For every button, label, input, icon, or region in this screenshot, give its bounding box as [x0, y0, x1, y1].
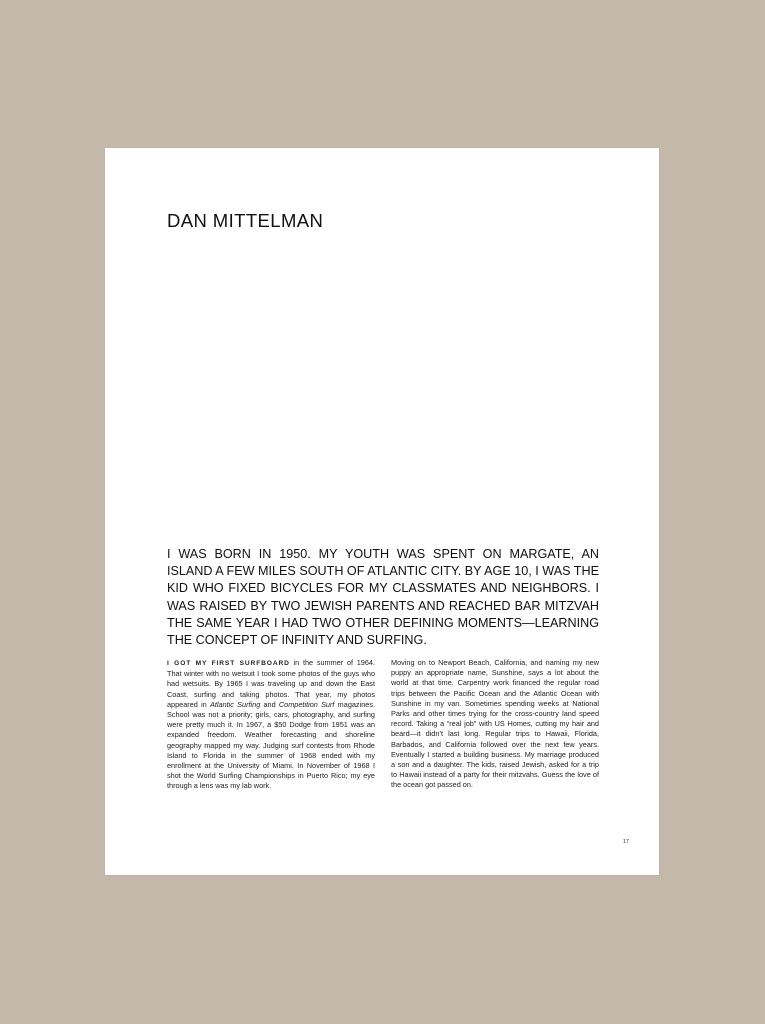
body-columns: [167, 658, 599, 808]
body-text: magazines. School was not a priority; girls, cars, photography, and surfing were pretty much it. In 1967, a $50 Dodge from 1951 was an expanded freedom. Weather forecasting and shoreline geography mapped my way. Judging surf contests from Rhode Island to Florida in the summer of 1968 ended with my enrollment at the University of Miami. In November of 1968 I shot the World Surfing Championships in Puerto Rico; my eye through a lens was my lab work.: [167, 699, 375, 791]
intro-paragraph: I WAS BORN IN 1950. MY YOUTH WAS SPENT ON MARGATE, AN ISLAND A FEW MILES SOUTH OF ATLANTIC CITY. BY AGE 10, I WAS THE KID WHO FIXED BICYCLES FOR MY CLASSMATES AND NEIGHBORS. I WAS RAISED BY TWO JEWISH PARENTS AND REACHED BAR MITZVAH THE SAME YEAR I HAD TWO OTHER DEFINING MOMENTS—LEARNING THE CONCEPT OF INFINITY AND SURFING.: [167, 547, 599, 648]
body-text: and: [260, 699, 279, 709]
body-column-right: Moving on to Newport Beach, California, and naming my new puppy an appropriate name, Sunshine, says a lot about the world at that time. Carpentry work financed the regular road trips between the Pacific Ocean and the Atlantic Ocean with Sunshine in my van. Sometimes spending weeks at National Parks and other times trying for the cross-country land speed record. Taking a “real job” with US Homes, cutting my hair and beard—it didn’t last long. Regular trips to Hawaii, Florida, Barbados, and California followed over the next few years. Eventually I started a building business. My marriage produced a son and a daughter. The kids, raised Jewish, asked for a trip to Hawaii instead of a party for their mitzvahs. Guess the love of the ocean got passed on.: [391, 658, 599, 790]
magazine-title: Atlantic Surfing: [209, 699, 261, 709]
article-title: DAN MITTELMAN: [167, 210, 324, 231]
body-text: in the summer of 1964. That winter with no wetsuit I took some photos of the guys who had wetsuits. By 1965 I was traveling up and down the East Coast, surfing and taking photos. That year, my photos appeared in: [167, 658, 375, 709]
document-page: [105, 148, 659, 875]
lead-in-text: I GOT MY FIRST SURFBOARD: [167, 660, 290, 667]
body-column-left: [167, 658, 375, 792]
magazine-title: Competition Surf: [278, 699, 335, 709]
page-number: 17: [622, 839, 629, 845]
